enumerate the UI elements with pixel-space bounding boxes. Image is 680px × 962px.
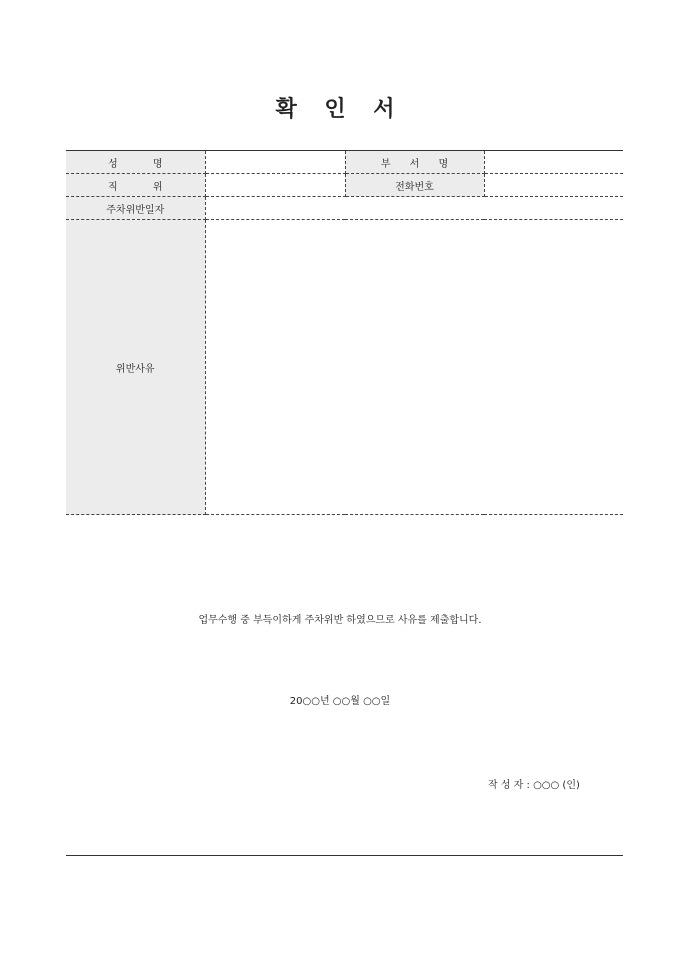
violation-date-field[interactable] xyxy=(205,197,623,220)
form-row-position-phone xyxy=(66,174,623,197)
form-row-violation-date xyxy=(66,197,623,220)
form-row-violation-reason xyxy=(66,220,623,515)
document-title: 확 인 서 xyxy=(275,97,405,122)
violation-reason-field[interactable] xyxy=(205,220,623,515)
phone-label: 전화번호 xyxy=(345,174,484,197)
position-label: 직 위 xyxy=(66,174,205,197)
confirmation-form-table xyxy=(66,150,623,515)
phone-field[interactable] xyxy=(484,174,623,197)
date-line: 20○○년 ○○월 ○○일 xyxy=(289,696,391,707)
footer-divider xyxy=(66,855,623,856)
department-field[interactable] xyxy=(484,151,623,174)
name-field[interactable] xyxy=(205,151,345,174)
violation-date-label: 주차위반일자 xyxy=(66,197,205,220)
department-label: 부 서 명 xyxy=(345,151,484,174)
form-row-name-department xyxy=(66,151,623,174)
position-field[interactable] xyxy=(205,174,345,197)
name-label: 성 명 xyxy=(66,151,205,174)
author-signature-line: 작 성 자 : ○○○ (인) xyxy=(488,780,580,791)
violation-reason-label: 위반사유 xyxy=(66,220,205,515)
submission-statement: 업무수행 중 부득이하게 주차위반 하였으므로 사유를 제출합니다. xyxy=(198,615,482,626)
